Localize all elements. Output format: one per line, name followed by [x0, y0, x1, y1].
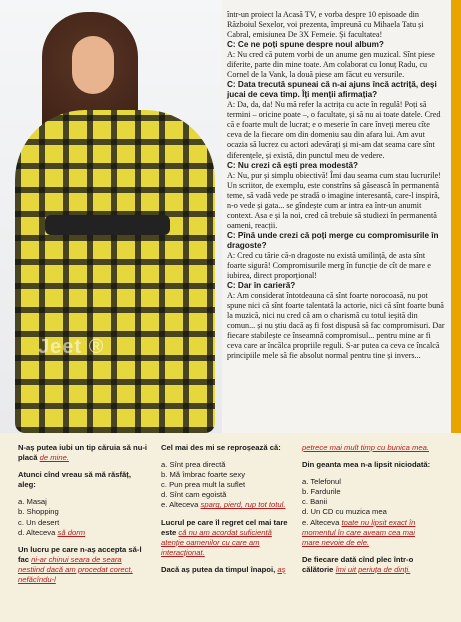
- handwritten-answer: aș: [277, 564, 286, 574]
- question-heading: Atunci cînd vreau să mă răsfăț, aleg:: [18, 470, 131, 490]
- answer-option: d. Un CD cu muzica mea: [302, 507, 387, 517]
- answer-option: c. Banii: [302, 497, 328, 507]
- question-heading: Cel mai des mi se reproșează că:: [161, 443, 281, 452]
- question-statement: [302, 443, 432, 453]
- statement-prompt: Un lucru pe care n-aș accepta să-l fac: [18, 544, 142, 564]
- question-heading: Din geanta mea n-a lipsit niciodată:: [302, 460, 431, 470]
- statement-prompt: N-aș putea iubi un tip căruia să nu-i placă: [18, 443, 148, 463]
- interview-article: [227, 10, 446, 361]
- photo-watermark: Jeet ®: [38, 336, 105, 358]
- answer-option: e. Alteceva toate nu lipsit exact în momentul în care aveam cea mai mare nevoie de ele.: [302, 517, 416, 547]
- answer-option: b. Mă îmbrac foarte sexy: [161, 470, 246, 480]
- interview-paragraph: A: Cred cu tărie că-n dragoste nu există umilință, de asta sînt foarte sigură! Compromisurile merg în funcție de cît de mare e iubirea, direct proporțional!: [227, 250, 431, 280]
- handwritten-answer: de mine.: [39, 453, 69, 463]
- answer-option: c. Pun prea mult la suflet: [161, 480, 246, 490]
- answer-list: [18, 497, 148, 537]
- handwritten-answer: ni-ar chinui seara de seara nestiind dacă am procedat corect, nefăcîndu-l: [18, 554, 133, 585]
- right-accent-stripe: [451, 0, 461, 433]
- question-statement: [161, 518, 291, 558]
- answer-option: a. Telefonul: [302, 477, 341, 487]
- bottom-questionnaire: [0, 433, 461, 622]
- interview-paragraph: A: Nu cred că putem vorbi de un anume gen muzical. Sînt piese diferite, parte din mine toate. Am colaborat cu Ionuț Radu, cu Cornel de la Vank, la două piese am făcut eu versurile.: [227, 50, 435, 80]
- interview-paragraph: într-un proiect la Acasă TV, e vorba despre 10 episoade din Războiul Sexelor, voi prezenta, împreună cu Mihaela Tatu și Cabral, emisiunea De 3X Femeie. Și facultatea!: [227, 10, 424, 40]
- interview-paragraph: A: Nu, pur și simplu obiectivă! Îmi dau seama cum stau lucrurile! Un scriitor, de exemplu, este constrîns să găsească în permanentă teme, să vadă vede pe stradă o imagine interesantă, care-l inspiră, n-o vede și gata... se gîndește cum ar intra ea într-un anumit context. Asa e și la noi, cred că trebuie să studiezi în permanentă oameni, reacții.: [227, 170, 441, 230]
- interview-question: C: Dar în carieră?: [227, 280, 296, 290]
- answer-option: e. Alteceva sparg, pierd, rup tot totul.: [161, 500, 286, 510]
- interview-paragraph: A: Da, da, da! Nu mă refer la actrița cu acte în regulă! Poți să termini – oricine poate –, o facultate, și să nu ai toate datele. Cred că e foarte mult de lucrat; e o meserie în care înveți mereu cîte ceva de la fiecare om din domeniu sau din afara lui. Am avut ocazia să lucrez cu actori adevărați și mi-am dat seama care sînt diferențele, și există, din punctul meu de vedere.: [227, 100, 441, 160]
- statement-prompt: Dacă aș putea da timpul înapoi,: [161, 564, 278, 574]
- photo-coat: [15, 110, 215, 433]
- handwritten-answer: că nu am acordat suficientă atenție oamenilor cu care am interacționat.: [161, 527, 272, 557]
- answer-option: c. Un desert: [18, 517, 60, 527]
- interview-paragraph: A: Am considerat întotdeauna că sînt foarte norocoasă, nu pot spune nici că sînt foarte talentată la actorie, nici că sînt foarte bună la muzică, nici nu cred că am o charismă cu totul ieșită din comun... și nu știu dacă aș fi fost dispusă să fac compromisuri. Dar fiecare stabilește ce înseamnă compromisul... pentru mine ar fi ceva care ar încălca propriile reguli. S-ar putea ca ceva ce încalcă principiile mele să fie absolut normal pentru tine și invers...: [227, 290, 445, 361]
- photo-woman-in-plaid-coat: [0, 0, 222, 433]
- handwritten-answer: îmi uit periuța de dinți.: [335, 564, 411, 574]
- answer-option: a. Masaj: [18, 497, 47, 507]
- answer-list: [161, 460, 291, 510]
- interview-question: C: Ce ne poți spune despre noul album?: [227, 40, 384, 50]
- question-statement: [161, 565, 291, 575]
- answer-option: b. Fardurile: [302, 487, 341, 497]
- question-statement: [302, 555, 432, 575]
- statement-prompt: Lucrul pe care îl regret cel mai tare este: [161, 517, 288, 537]
- handwritten-answer: petrece mai mult timp cu bunica mea.: [302, 443, 429, 452]
- question-statement: [18, 443, 148, 463]
- questionnaire-column-2: [161, 443, 291, 582]
- handwritten-answer: sparg, pierd, rup tot totul.: [200, 500, 286, 510]
- answer-list: [302, 477, 432, 548]
- questionnaire-column-3: [302, 443, 432, 582]
- answer-option: a. Sînt prea directă: [161, 460, 226, 470]
- questionnaire-column-1: [18, 443, 148, 592]
- statement-prompt: De fiecare dată cînd plec într-o călătorie: [302, 554, 414, 574]
- interview-question: C: Nu crezi că ești prea modestă?: [227, 160, 359, 170]
- handwritten-answer: toate nu lipsit exact în momentul în care aveam cea mai mare nevoie de ele.: [302, 517, 416, 547]
- interview-question: C: Data trecută spuneai că n-ai ajuns încă actriță, deși jucai de ceva timp. Îți menții afirmația?: [227, 80, 437, 100]
- question-statement: [18, 545, 148, 585]
- photo-face: [72, 36, 114, 94]
- answer-option: d. Sînt cam egoistă: [161, 490, 227, 500]
- handwritten-answer: să dorm: [57, 527, 86, 537]
- answer-option: d. Alteceva să dorm: [18, 527, 86, 537]
- interview-question: C: Pînă unde crezi că poți merge cu compromisurile în dragoste?: [227, 230, 439, 250]
- photo-belt: [45, 215, 170, 235]
- answer-option: b. Shopping: [18, 507, 59, 517]
